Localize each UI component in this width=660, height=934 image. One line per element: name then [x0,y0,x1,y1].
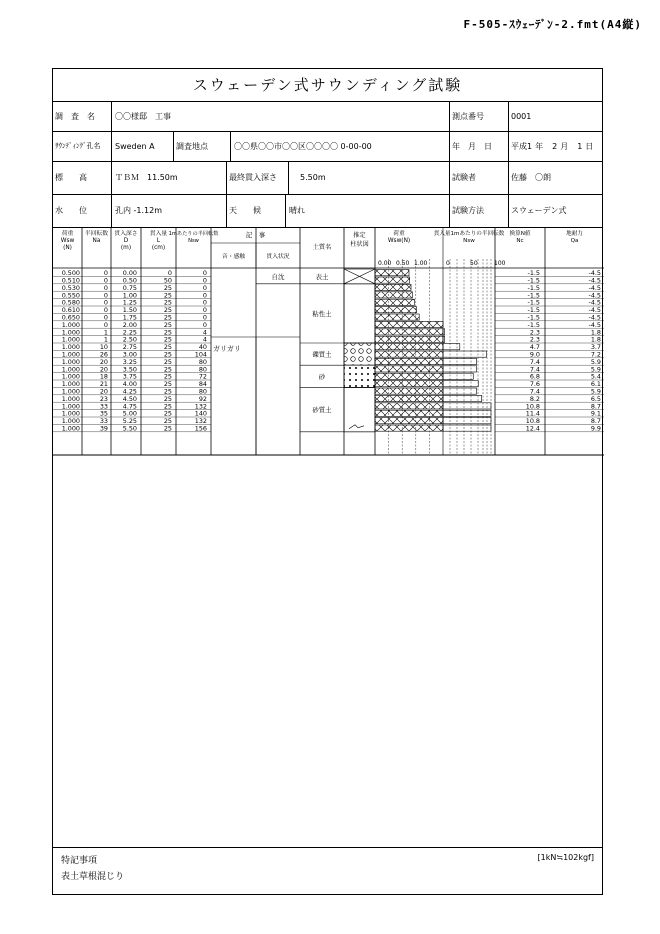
nsw-bar [443,358,477,364]
load-tick: 0.00 [378,260,392,267]
load-bar [375,292,412,298]
load-value: 1.000 [61,387,80,396]
n-value: -1.5 [527,283,540,292]
nsw-value: 0 [202,276,207,285]
n-value: 4.7 [529,343,540,352]
nsw-value: 80 [198,357,207,366]
remarks-sound: ガリガリ [213,345,241,353]
soil-name-header: 土質名 [312,244,332,251]
depth-value: 2.25 [122,328,137,337]
per-meter-header: 1mあたりの半回転数 [168,231,219,237]
depth-value: 0.75 [122,283,137,292]
load-bar [375,284,411,290]
nsw-tick: 0 [446,260,450,267]
nsw-value: 0 [202,283,207,292]
load-value: 1.000 [61,365,80,374]
half-turns-value: 0 [103,298,108,307]
qa-value: -4.5 [588,298,601,307]
remarks-header: 記 事 [245,231,266,239]
load-bar [375,410,443,416]
load-value: 1.000 [61,357,80,366]
qa-value: 9.1 [590,409,601,418]
n-value: -1.5 [527,269,540,278]
qa-value: 5.4 [590,372,601,381]
nsw-bar [443,336,445,342]
depth-value: 1.50 [122,306,137,315]
penetration-value: 25 [163,365,172,374]
date-day-unit: 日 [585,141,594,151]
load-chart-header: 荷重 [393,231,405,237]
depth-value: 0.00 [122,269,137,278]
data-row [62,336,601,344]
date-era: 平成1 [511,141,533,151]
half-turns-value: 39 [99,424,108,433]
soil-col-header-2: 柱状図 [350,241,369,248]
half-turns-value: 20 [99,357,108,366]
n-value: -1.5 [527,276,540,285]
n-value: 7.4 [529,365,540,374]
load-value: 0.500 [61,269,80,278]
penetration-header-1: L [156,238,161,244]
n-value: 12.4 [525,424,540,433]
n-value: 10.8 [525,417,540,426]
nsw-tick: 50 [470,260,478,267]
n-value: 2.3 [529,328,540,337]
elevation: ＴＢＭ 11.50m [115,173,178,182]
nsw-bar [443,381,478,387]
header-row-1 [53,101,602,132]
depth-value: 4.75 [122,402,137,411]
load-tick: 1.00 [414,260,428,267]
nsw-value: 132 [194,402,207,411]
half-turns-value: 23 [99,394,108,403]
n-value: 6.8 [529,372,540,381]
nsw-value: 80 [198,365,207,374]
notes-text: 表土草根混じり [61,872,125,882]
data-row [62,284,601,292]
nsw-value: 4 [202,328,207,337]
depth-value: 3.00 [122,350,137,359]
penetration-value: 25 [163,320,172,329]
load-bar [375,388,443,394]
soil-name: 礫質土 [312,350,332,359]
penetration-value: 25 [163,424,172,433]
half-turns-value: 1 [103,328,108,337]
nsw-bar [443,403,491,409]
load-bar [375,381,443,387]
depth-value: 1.75 [122,313,137,322]
load-value: 0.650 [61,313,80,322]
date-day: 1 [577,141,583,151]
nsw-value: 0 [202,313,207,322]
half-turns-value: 0 [103,320,108,329]
nsw-bar [443,351,487,357]
data-row [62,269,601,277]
half-turns-header: 半回転数 [84,231,109,237]
n-value-header: 換算N値 [509,231,531,237]
soil-layer [300,269,375,284]
load-bar [375,307,416,313]
penetration-value: 25 [163,298,172,307]
nsw-value: 92 [198,394,207,403]
load-bar [375,321,443,327]
load-value: 1.000 [61,394,80,403]
load-header-2: (N) [63,245,72,251]
penetration-value: 25 [163,387,172,396]
qa-value: 9.9 [590,424,601,433]
nsw-bar [443,329,445,335]
nsw-value: 84 [198,380,207,389]
half-turns-value: 35 [99,409,108,418]
point-no-label: 測点番号 [452,111,484,121]
point-no: 0001 [511,111,532,121]
half-turns-value: 0 [103,276,108,285]
sounding-label: ｻｳﾝﾃﾞｨﾝｸﾞ孔名 [55,142,101,150]
nsw-bar [443,373,473,379]
penetration-value: 25 [163,394,172,403]
load-value: 1.000 [61,372,80,381]
n-value: -1.5 [527,291,540,300]
n-value: -1.5 [527,306,540,315]
load-bar [375,329,443,335]
notes-section [53,847,602,896]
depth-value: 1.25 [122,298,137,307]
nsw-value: 156 [194,424,207,433]
half-turns-header-1: Na [92,238,101,244]
load-value: 0.510 [61,276,80,285]
soil-name: 表土 [315,272,329,281]
data-row [62,291,601,299]
qa-value: -4.5 [588,291,601,300]
qa-value: 6.1 [590,380,601,389]
nsw-value: 104 [194,350,207,359]
sounding-data-grid [53,227,604,457]
depth-header-1: D [123,238,129,244]
data-row [62,417,601,425]
sheet-title: スウェーデン式サウンディング試験 [53,69,602,102]
load-value: 0.610 [61,306,80,315]
load-value: 1.000 [61,402,80,411]
nsw-chart-header: 貫入量1mあたりの半回転数 [433,231,505,237]
penetration-value: 25 [163,283,172,292]
penetration-value: 25 [163,417,172,426]
soil-pattern [344,365,375,387]
penetration-value: 0 [167,269,172,278]
half-turns-value: 33 [99,402,108,411]
load-value: 1.000 [61,343,80,352]
qa-value: -4.5 [588,283,601,292]
depth-value: 0.50 [122,276,137,285]
half-turns-value: 20 [99,387,108,396]
nsw-value: 0 [202,320,207,329]
nsw-value: 132 [194,417,207,426]
data-row [62,365,601,373]
soil-name: 砂 [318,372,326,381]
qa-value: -4.5 [588,306,601,315]
depth-value: 2.75 [122,343,137,352]
soil-pattern [344,284,375,343]
nsw-value: 0 [202,269,207,278]
qa-value: 1.8 [590,335,601,344]
depth-value: 1.00 [122,291,137,300]
depth-value: 5.00 [122,409,137,418]
qa-value: 1.8 [590,328,601,337]
soil-name: 砂質土 [312,406,332,415]
data-row [62,425,601,433]
depth-value: 3.50 [122,365,137,374]
soil-pattern [344,343,375,365]
n-value: 9.0 [529,350,540,359]
nsw-value: 80 [198,387,207,396]
nsw-tick: 100 [494,260,506,267]
penetration-value: 25 [163,380,172,389]
data-row [62,373,601,381]
nsw-value: 0 [202,306,207,315]
remarks-state: 自沈 [271,273,285,281]
n-value: -1.5 [527,298,540,307]
half-turns-value: 0 [103,269,108,278]
qa-value: 8.7 [590,417,601,426]
penetration-value: 25 [163,291,172,300]
depth-value: 4.50 [122,394,137,403]
investigation-name-label: 調 査 名 [55,111,95,121]
header-row-2 [53,131,602,162]
penetration-value: 25 [163,402,172,411]
data-row [62,299,601,307]
load-value: 0.530 [61,283,80,292]
half-turns-value: 1 [103,335,108,344]
nsw-value: 0 [202,291,207,300]
depth-value: 3.25 [122,357,137,366]
qa-value: -4.5 [588,276,601,285]
nsw-chart-header-2: Nsw [463,238,475,244]
n-value: 7.4 [529,387,540,396]
data-row [62,380,601,388]
half-turns-value: 0 [103,291,108,300]
nsw-value: 40 [198,343,207,352]
penetration-value: 25 [163,350,172,359]
load-bar [375,270,409,276]
qa-value: 5.9 [590,387,601,396]
depth-value: 4.00 [122,380,137,389]
half-turns-value: 0 [103,283,108,292]
half-turns-value: 0 [103,306,108,315]
n-value: 10.8 [525,402,540,411]
water-level: 孔内 -1.12m [115,206,163,215]
depth-header: 貫入深さ [114,231,138,237]
load-header: 荷重 [61,231,74,237]
investigation-name: 〇〇様邸 工事 [115,111,171,121]
form-code: F-505-ｽｳｪｰﾃﾞﾝ-2.fmt(A4縦) [463,18,642,31]
soil-layer [300,284,375,343]
load-bar [375,314,419,320]
sound-header: 音・感触 [221,254,246,260]
load-bar [375,395,443,401]
nsw-bar [443,418,491,424]
weather-label: 天 候 [229,206,261,215]
soil-layer [300,365,375,387]
n-value: 7.6 [529,380,540,389]
site: 〇〇県〇〇市〇〇区〇〇〇〇 0-00-00 [234,141,372,151]
penetration-value: 25 [163,372,172,381]
penetration-value: 25 [163,328,172,337]
elevation-label: 標 高 [55,173,87,182]
data-row [62,395,601,403]
load-value: 0.550 [61,291,80,300]
qa-header: 地耐力 [566,231,583,237]
pen-state-header: 貫入状況 [266,254,290,260]
load-value: 1.000 [61,328,80,337]
load-value: 0.580 [61,298,80,307]
load-value: 1.000 [61,320,80,329]
load-bar [375,299,414,305]
half-turns-value: 10 [99,343,108,352]
penetration-value: 25 [163,306,172,315]
qa-value: -4.5 [588,320,601,329]
test-sheet [52,68,603,895]
depth-value: 4.25 [122,387,137,396]
penetration-value: 25 [163,343,172,352]
soil-col-header: 推定 [353,232,366,239]
load-bar [375,358,443,364]
load-tick: 0.50 [396,260,410,267]
n-value: 7.4 [529,357,540,366]
per-meter-header-1: Nsw [188,238,199,244]
qa-value: 3.7 [590,343,601,352]
tester: 佐藤 〇朗 [511,173,551,182]
load-bar [375,425,443,431]
load-bar [375,351,443,357]
half-turns-value: 18 [99,372,108,381]
water-label: 水 位 [55,206,87,215]
half-turns-value: 26 [99,350,108,359]
data-row [62,277,601,285]
qa-value: -4.5 [588,269,601,278]
nsw-bar [443,388,477,394]
topsoil-cross [344,269,375,284]
sandy-mark [349,425,364,429]
data-row [62,388,601,396]
max-depth: 5.50m [300,173,326,182]
load-bar [375,373,443,379]
n-value: 8.2 [529,394,540,403]
date-month: 2 [552,141,558,151]
header-row-3 [53,161,602,195]
n-value: 11.4 [525,409,540,418]
depth-header-2: (m) [120,245,132,251]
load-bar [375,344,443,350]
half-turns-value: 20 [99,365,108,374]
soil-name: 粘性土 [312,309,332,318]
load-bar [375,403,443,409]
half-turns-value: 33 [99,417,108,426]
method-label: 試験方法 [452,206,484,215]
nsw-value: 4 [202,335,207,344]
load-bar [375,418,443,424]
load-value: 1.000 [61,335,80,344]
penetration-header: 貫入量 [149,231,168,237]
depth-value: 2.50 [122,335,137,344]
load-header-1: Wsw [60,238,75,244]
half-turns-value: 0 [103,313,108,322]
max-depth-label: 最終貫入深さ [229,173,277,182]
method: スウェーデン式 [511,206,567,215]
qa-value: 7.2 [590,350,601,359]
load-bar [375,336,443,342]
depth-value: 2.00 [122,320,137,329]
qa-value: 6.5 [590,394,601,403]
date-month-unit: 月 [560,141,569,151]
penetration-value: 25 [163,313,172,322]
soil-layer [300,387,375,431]
nsw-bar [443,395,482,401]
date-label: 年 月 日 [452,141,492,151]
date-year-unit: 年 [535,141,544,151]
site-label: 調査地点 [176,141,208,151]
load-value: 1.000 [61,380,80,389]
nsw-value: 140 [194,409,207,418]
load-bar [375,277,410,283]
date [509,131,603,161]
qa-value: 5.9 [590,365,601,374]
load-value: 1.000 [61,417,80,426]
n-value: -1.5 [527,313,540,322]
load-value: 1.000 [61,424,80,433]
data-row [62,328,601,336]
penetration-value: 25 [163,335,172,344]
depth-value: 5.50 [122,424,137,433]
penetration-value: 25 [163,357,172,366]
nsw-bar [443,425,491,431]
nsw-bar [443,410,491,416]
nsw-bar [443,366,477,372]
load-value: 1.000 [61,409,80,418]
half-turns-value: 21 [99,380,108,389]
chart-bars [375,270,491,432]
load-chart-header-1: Wsw(N) [387,238,411,244]
qa-header-1: Qa [570,238,579,244]
n-value: 2.3 [529,335,540,344]
data-row [62,358,601,366]
soil-pattern [344,387,375,431]
soil-layer [300,343,375,365]
penetration-value: 50 [163,276,172,285]
data-row [62,321,601,329]
nsw-value: 0 [202,298,207,307]
qa-value: -4.5 [588,313,601,322]
depth-value: 3.75 [122,372,137,381]
nsw-value: 72 [198,372,207,381]
qa-value: 5.9 [590,357,601,366]
sounding-name: Sweden A [115,141,155,151]
tester-label: 試験者 [452,173,476,182]
nsw-bar [443,344,460,350]
load-bar [375,366,443,372]
load-value: 1.000 [61,350,80,359]
notes-heading: 特記事項 [61,856,98,866]
qa-value: 8.7 [590,402,601,411]
penetration-value: 25 [163,409,172,418]
depth-value: 5.25 [122,417,137,426]
penetration-header-2: (cm) [151,245,166,251]
weather: 晴れ [289,206,305,215]
n-value-header-1: Nc [516,238,524,244]
header-row-4 [53,194,602,228]
n-value: -1.5 [527,320,540,329]
unit-note: [1kN≒102kgf] [537,853,594,862]
